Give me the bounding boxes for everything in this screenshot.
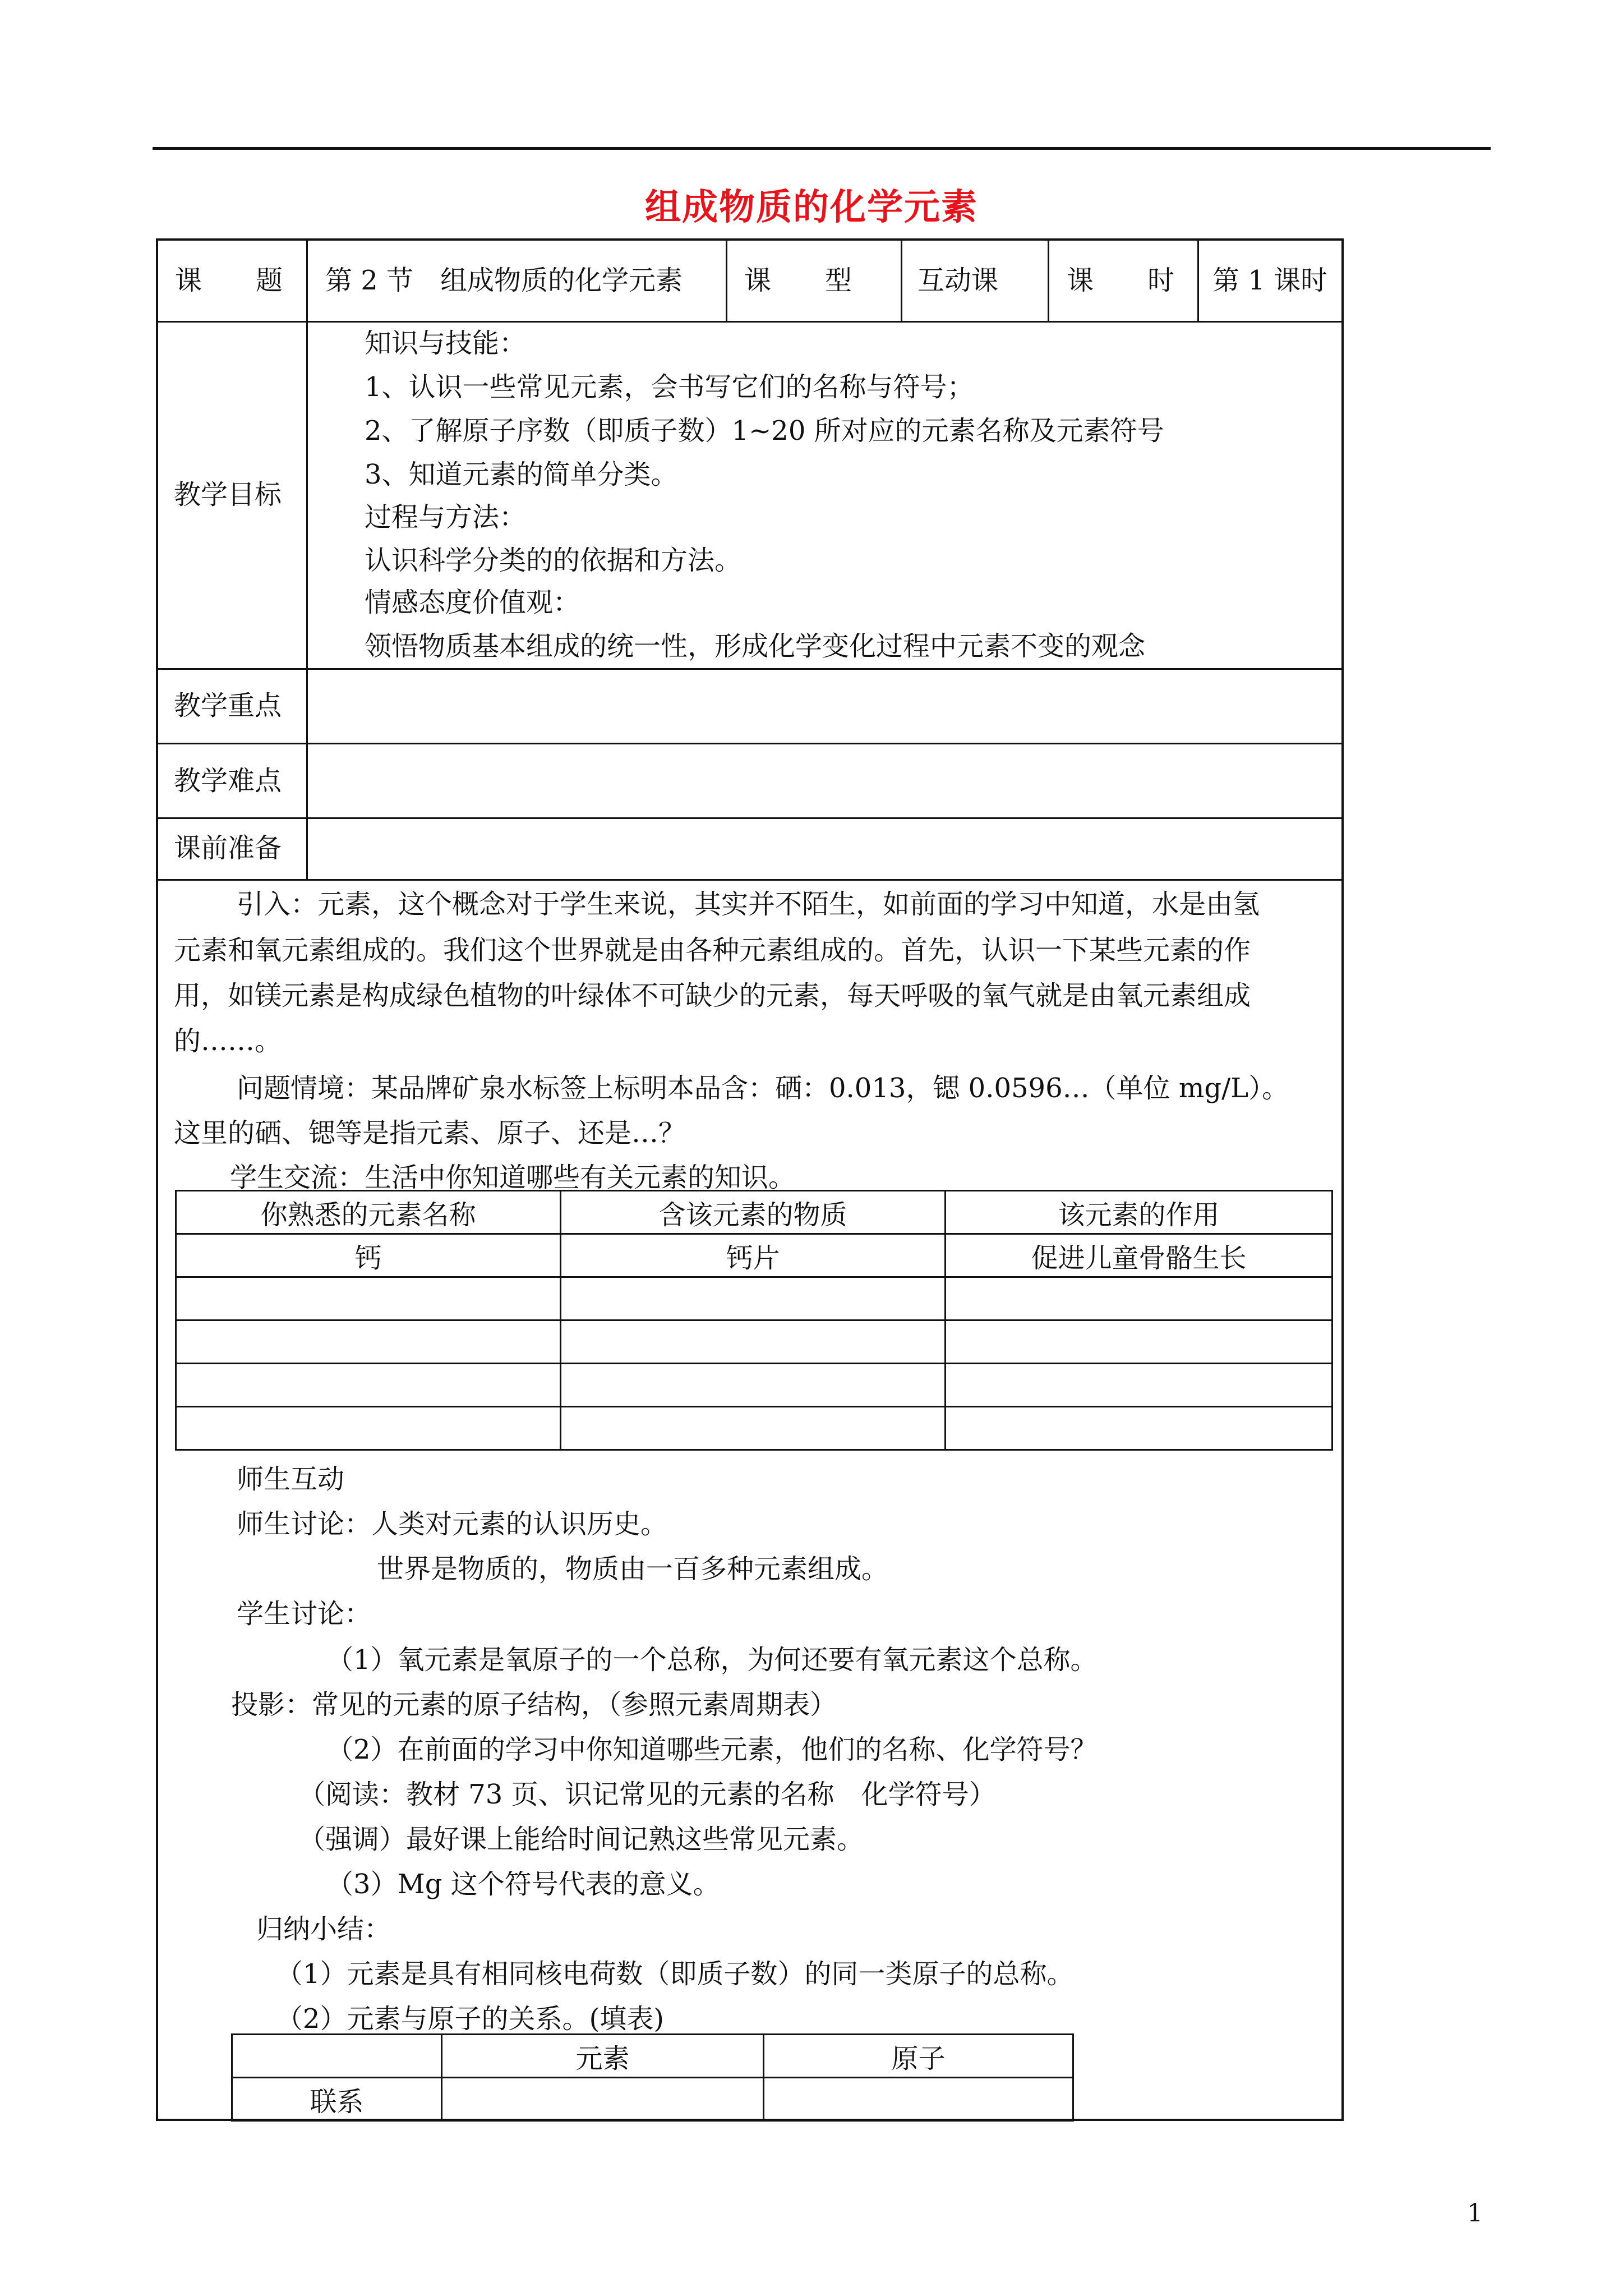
hours-value: 第 1 课时: [1212, 265, 1328, 296]
intro-line: 引入：元素，这个概念对于学生来说，其实并不陌生，如前面的学习中知道，水是由氢: [237, 889, 1260, 920]
objectives-line: 过程与方法：: [365, 501, 527, 533]
table-cell: [946, 1364, 1332, 1407]
col-divider: [1197, 241, 1199, 321]
objectives-line: 情感态度价值观：: [365, 587, 580, 618]
table-header: 元素: [442, 2035, 764, 2078]
header-rule: [153, 147, 1491, 150]
objectives-line: 2、了解原子序数（即质子数）1~20 所对应的元素名称及元素符号: [365, 415, 1164, 447]
question-line: 问题情境：某品牌矿泉水标签上标明本品含：硒：0.013，锶 0.0596…（单位 mg/L）。: [237, 1073, 1289, 1104]
row-divider: [158, 817, 1341, 819]
type-value: 互动课: [917, 265, 999, 296]
page-number: 1: [1467, 2199, 1483, 2228]
student-discussion-text: 学生讨论：: [237, 1598, 372, 1630]
topic-value: 第 2 节 组成物质的化学元素: [325, 265, 683, 296]
table-row: [176, 1364, 1332, 1407]
label-hours: 课 时: [1067, 265, 1175, 296]
table-cell: [561, 1407, 946, 1450]
element-table: [175, 1190, 1333, 1451]
question-3: （3）Mg 这个符号代表的意义。: [326, 1869, 720, 1900]
table-cell: [561, 1364, 946, 1407]
question-line: 这里的硒、锶等是指元素、原子、还是…？: [174, 1117, 686, 1149]
table-cell: [176, 1407, 561, 1450]
objectives-line: 领悟物质基本组成的统一性，形成化学变化过程中元素不变的观念: [365, 631, 1146, 662]
col-divider: [901, 241, 902, 321]
preparation-label: 课前准备: [174, 832, 282, 864]
difficulties-label: 教学难点: [174, 765, 282, 797]
projection-text: 投影：常见的元素的原子结构，（参照元素周期表）: [231, 1689, 837, 1720]
summary-2: （2）元素与原子的关系。(填表): [276, 2003, 664, 2035]
row-divider: [158, 743, 1341, 744]
intro-line: 的……。: [174, 1025, 282, 1057]
question-2: （2）在前面的学习中你知道哪些元素，他们的名称、化学符号？: [326, 1734, 1098, 1765]
intro-line: 用，如镁元素是构成绿色植物的叶绿体不可缺少的元素，每天呼吸的氧气就是由氧元素组成: [174, 980, 1251, 1011]
key-points-label: 教学重点: [174, 690, 282, 721]
col-divider: [726, 241, 727, 321]
table-cell: 促进儿童骨骼生长: [946, 1234, 1332, 1277]
discussion-text: 师生讨论：人类对元素的认识历史。: [237, 1508, 668, 1540]
table-cell: [176, 1320, 561, 1364]
table-cell: [176, 1277, 561, 1320]
table-cell: 钙片: [561, 1234, 946, 1277]
table-cell: [442, 2078, 764, 2121]
col-divider: [306, 241, 308, 879]
row-divider: [158, 668, 1341, 670]
table-cell: [561, 1277, 946, 1320]
table-header: [232, 2035, 442, 2078]
table-cell: [176, 1364, 561, 1407]
emphasis-text: （强调）最好课上能给时间记熟这些常见元素。: [298, 1824, 864, 1855]
summary-heading: 归纳小结：: [256, 1913, 391, 1945]
label-type: 课 型: [744, 265, 852, 296]
objectives-line: 认识科学分类的的依据和方法。: [365, 545, 742, 576]
table-header-row: [176, 1191, 1332, 1234]
question-1: （1）氧元素是氧原子的一个总称，为何还要有氧元素这个总称。: [326, 1644, 1098, 1676]
lesson-plan-table: [156, 238, 1344, 2121]
table-cell: 联系: [232, 2078, 442, 2121]
table-cell: 钙: [176, 1234, 561, 1277]
table-row: [232, 2078, 1073, 2121]
intro-line: 元素和氧元素组成的。我们这个世界就是由各种元素组成的。首先，认识一下某些元素的作: [174, 935, 1251, 966]
discussion-text: 世界是物质的，物质由一百多种元素组成。: [377, 1553, 889, 1585]
table-row: [176, 1407, 1332, 1450]
interaction-text: 师生互动: [237, 1464, 345, 1495]
objectives-line: 知识与技能：: [365, 328, 527, 359]
table-header: 该元素的作用: [946, 1191, 1332, 1234]
page-title: 组成物质的化学元素: [645, 186, 978, 228]
table-row: [176, 1320, 1332, 1364]
table-cell: [946, 1407, 1332, 1450]
objectives-line: 3、知道元素的简单分类。: [365, 459, 678, 490]
relation-table: [231, 2033, 1074, 2122]
table-row: [176, 1277, 1332, 1320]
row-divider: [158, 321, 1341, 323]
reading-text: （阅读：教材 73 页、识记常见的元素的名称 化学符号）: [298, 1779, 996, 1810]
table-header: 原子: [764, 2035, 1073, 2078]
col-divider: [1048, 241, 1049, 321]
table-cell: [946, 1277, 1332, 1320]
table-row: [176, 1234, 1332, 1277]
table-header: 你熟悉的元素名称: [176, 1191, 561, 1234]
table-cell: [561, 1320, 946, 1364]
exchange-text: 学生交流：生活中你知道哪些有关元素的知识。: [230, 1162, 796, 1193]
label-topic: 课 题: [175, 265, 283, 296]
objectives-label: 教学目标: [174, 479, 282, 510]
row-divider: [158, 879, 1341, 881]
table-header: 含该元素的物质: [561, 1191, 946, 1234]
table-cell: [764, 2078, 1073, 2121]
summary-1: （1）元素是具有相同核电荷数（即质子数）的同一类原子的总称。: [276, 1958, 1074, 1990]
table-cell: [946, 1320, 1332, 1364]
table-header-row: [232, 2035, 1073, 2078]
objectives-line: 1、认识一些常见元素，会书写它们的名称与符号；: [365, 371, 974, 403]
